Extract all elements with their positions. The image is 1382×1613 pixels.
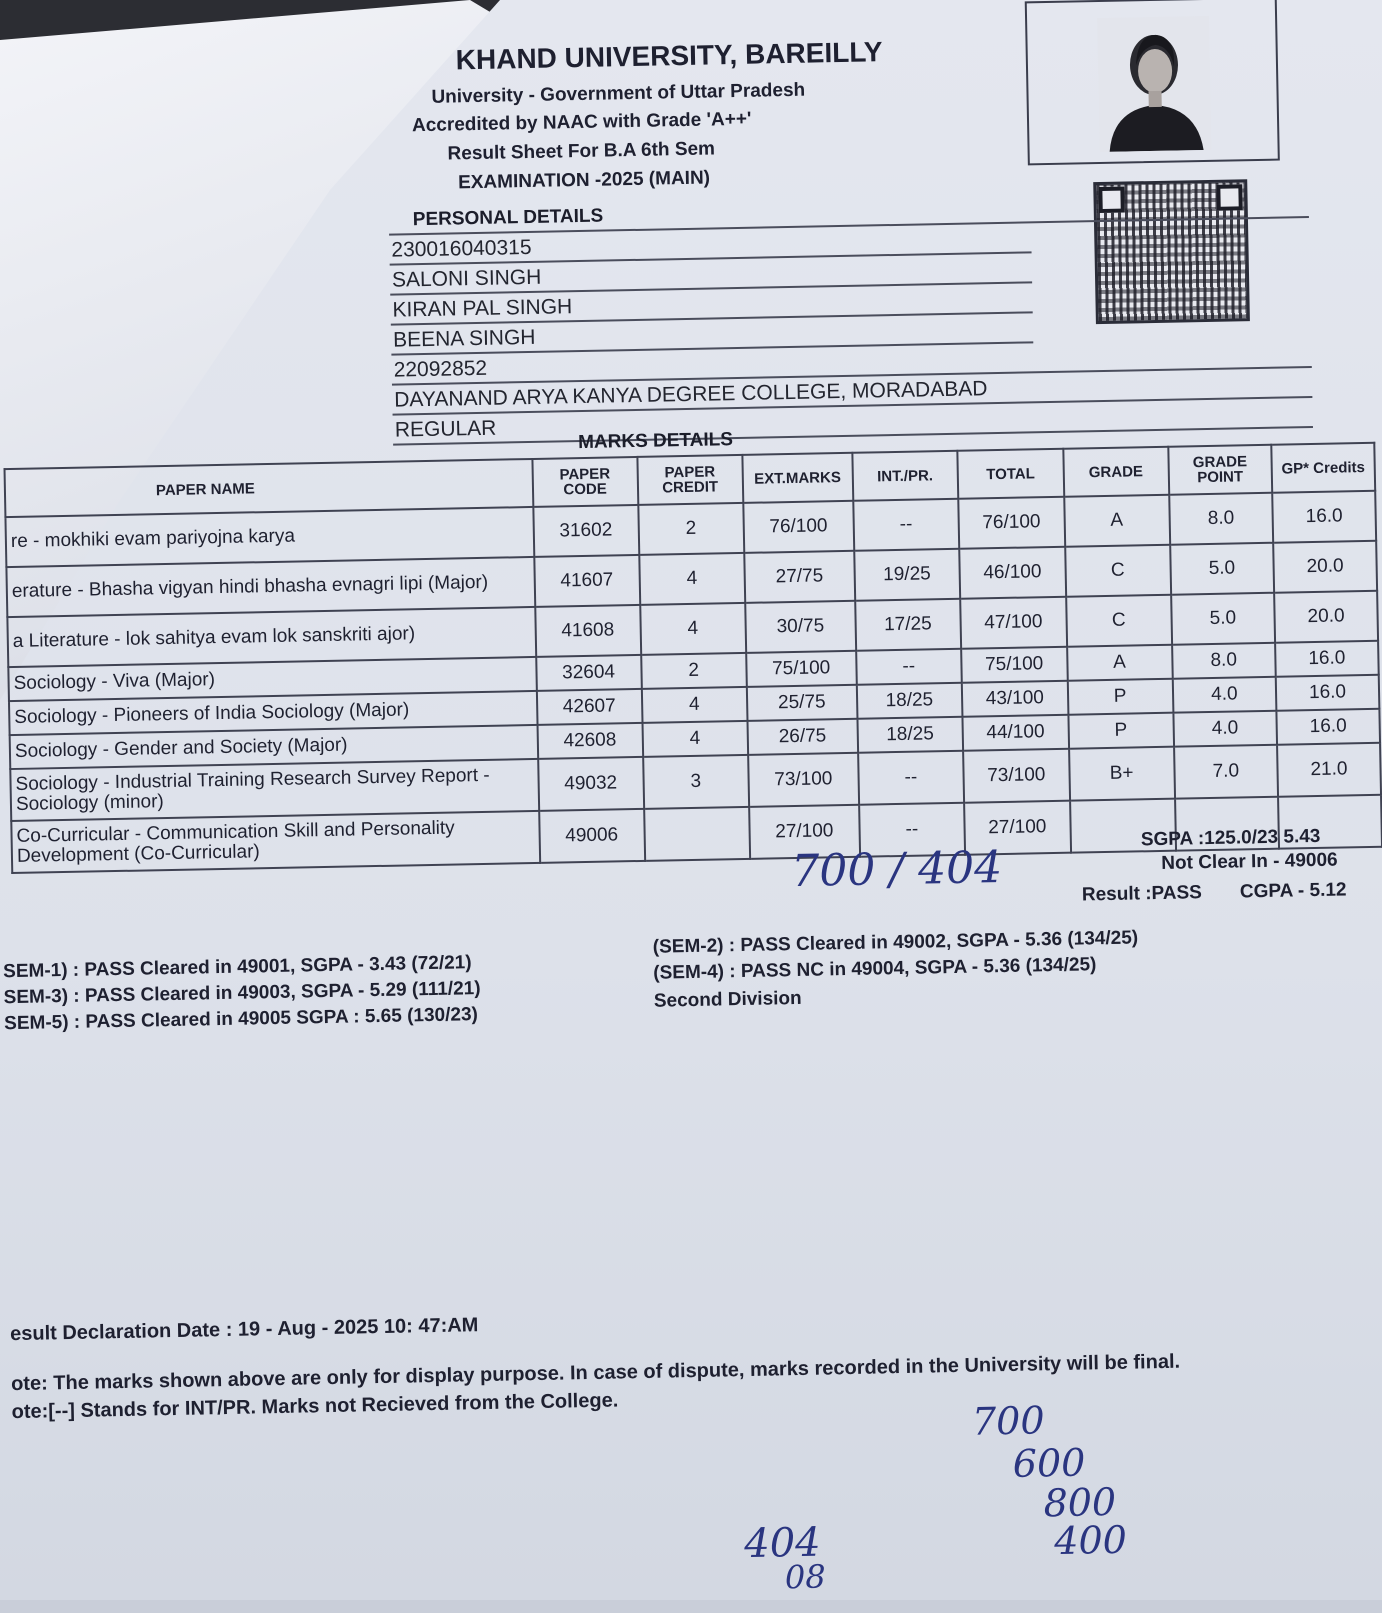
ext-marks: 26/75 xyxy=(747,719,857,755)
handwritten-600: 600 xyxy=(1012,1440,1086,1486)
sem5-summary: SEM-5) : PASS Cleared in 49005 SGPA : 5.65 (130/23) xyxy=(3,1004,479,1035)
int-marks: -- xyxy=(859,803,965,857)
paper-credit xyxy=(644,807,750,861)
gp-credits: 21.0 xyxy=(1277,743,1381,797)
int-marks: 18/25 xyxy=(857,717,963,753)
paper-name: Sociology - Industrial Training Research Survey Report - Sociology (minor) xyxy=(10,759,539,821)
paper-code: 49032 xyxy=(538,757,644,811)
grade: P xyxy=(1067,679,1173,715)
int-pr-note: ote:[--] Stands for INT/PR. Marks not Recieved from the College. xyxy=(11,1389,619,1424)
enrollment-number: 22092852 xyxy=(391,338,1311,386)
gp-credits: 16.0 xyxy=(1272,491,1376,543)
paper-name: Co-Curricular - Communication Skill and Personality Development (Co-Curricular) xyxy=(11,811,540,873)
university-name: KHAND UNIVERSITY, BAREILLY xyxy=(455,36,883,76)
personal-details xyxy=(388,186,1312,446)
col-total: TOTAL xyxy=(957,449,1064,499)
total-marks: 47/100 xyxy=(960,597,1067,649)
handwritten-700: 700 xyxy=(971,1398,1045,1444)
ext-marks: 27/75 xyxy=(744,551,855,603)
col-grade-point: GRADE POINT xyxy=(1168,445,1272,495)
personal-details-title: PERSONAL DETAILS xyxy=(388,186,1308,236)
handwritten-404: 404 xyxy=(743,1519,822,1568)
paper-name: Sociology - Viva (Major) xyxy=(8,657,536,701)
exam-line: EXAMINATION -2025 (MAIN) xyxy=(457,167,711,194)
ext-marks: 30/75 xyxy=(745,601,856,653)
col-paper-code: PAPER CODE xyxy=(532,457,638,507)
total-marks: 43/100 xyxy=(962,681,1068,717)
col-ext-marks: EXT.MARKS xyxy=(742,453,853,503)
college-name: DAYANAND ARYA KANYA DEGREE COLLEGE, MORADABAD xyxy=(392,368,1312,416)
not-clear-in: Not Clear In - 49006 xyxy=(1161,849,1338,874)
paper-code: 32604 xyxy=(536,655,642,691)
student-name: SALONI SINGH xyxy=(390,253,1032,295)
handwritten-08: 08 xyxy=(784,1557,827,1597)
grade-point: 7.0 xyxy=(1174,745,1278,799)
total-marks: 46/100 xyxy=(959,547,1066,599)
paper-name: Sociology - Pioneers of India Sociology (Major) xyxy=(9,691,537,735)
sheet-line: Result Sheet For B.A 6th Sem xyxy=(447,138,716,165)
col-paper-credit: PAPER CREDIT xyxy=(637,455,743,505)
sgpa: SGPA :125.0/23 5.43 xyxy=(1140,825,1321,851)
sem4-summary: (SEM-4) : PASS NC in 49004, SGPA - 5.36 (134/25) xyxy=(653,954,1097,984)
student-status: REGULAR xyxy=(393,398,1313,446)
paper-credit: 3 xyxy=(643,755,749,809)
paper-code: 42608 xyxy=(537,723,643,759)
result-status: Result :PASS xyxy=(1081,882,1203,906)
father-name: KIRAN PAL SINGH xyxy=(390,283,1032,325)
int-marks: -- xyxy=(853,499,959,551)
photo-frame xyxy=(1025,0,1280,165)
grade: A xyxy=(1064,495,1170,547)
grade-point: 4.0 xyxy=(1172,677,1276,713)
ext-marks: 27/100 xyxy=(749,805,860,859)
handwritten-total: 700 / 404 xyxy=(790,842,1003,898)
paper-credit: 4 xyxy=(640,603,746,655)
paper-name: re - mokhiki evam pariyojna karya xyxy=(5,507,533,567)
roll-number: 230016040315 xyxy=(389,223,1031,265)
marks-table xyxy=(4,442,1382,874)
naac-line: Accredited by NAAC with Grade 'A++' xyxy=(411,108,752,137)
gov-line: University - Government of Uttar Pradesh xyxy=(431,79,806,108)
ext-marks: 73/100 xyxy=(748,753,859,807)
total-marks: 44/100 xyxy=(962,715,1068,751)
total-marks: 76/100 xyxy=(958,497,1065,549)
grade: C xyxy=(1065,545,1171,597)
grade: A xyxy=(1067,645,1173,681)
paper-credit: 2 xyxy=(638,503,744,555)
marks-details-title: MARKS DETAILS xyxy=(577,429,734,454)
col-grade: GRADE xyxy=(1063,447,1169,497)
col-int-pr: INT./PR. xyxy=(852,451,958,501)
total-marks: 27/100 xyxy=(964,801,1071,855)
paper-credit: 4 xyxy=(639,553,745,605)
ext-marks: 76/100 xyxy=(743,501,854,553)
paper-credit: 4 xyxy=(641,687,747,723)
ext-marks: 25/75 xyxy=(747,685,857,721)
int-marks: -- xyxy=(856,649,962,685)
total-marks: 73/100 xyxy=(963,749,1070,803)
paper-code: 42607 xyxy=(537,689,643,725)
int-marks: 19/25 xyxy=(854,549,960,601)
paper-code: 41607 xyxy=(534,555,640,607)
total-marks: 75/100 xyxy=(961,647,1067,683)
gp-credits: 20.0 xyxy=(1273,541,1377,593)
gp-credits: 16.0 xyxy=(1276,709,1380,745)
col-gp-credits: GP* Credits xyxy=(1271,443,1375,493)
int-marks: 18/25 xyxy=(856,683,962,719)
grade-point: 8.0 xyxy=(1172,643,1276,679)
ext-marks: 75/100 xyxy=(746,651,856,687)
handwritten-400: 400 xyxy=(1053,1517,1128,1564)
paper-credit: 2 xyxy=(641,653,747,689)
grade: C xyxy=(1066,595,1172,647)
gp-credits: 20.0 xyxy=(1274,591,1378,643)
student-photo xyxy=(1097,16,1212,152)
sem2-summary: (SEM-2) : PASS Cleared in 49002, SGPA - 5.36 (134/25) xyxy=(652,927,1139,958)
declaration-date: esult Declaration Date : 19 - Aug - 2025 10: 47:AM xyxy=(9,1314,479,1346)
gp-credits: 16.0 xyxy=(1276,675,1380,711)
paper-credit: 4 xyxy=(642,721,748,757)
grade-point: 5.0 xyxy=(1170,543,1274,595)
paper-code: 49006 xyxy=(539,809,645,863)
int-marks: 17/25 xyxy=(855,599,961,651)
handwritten-800: 800 xyxy=(1043,1479,1117,1526)
paper-name: a Literature - lok sahitya evam lok sanskriti ajor) xyxy=(7,607,535,667)
grade: P xyxy=(1068,713,1174,749)
paper-code: 41608 xyxy=(535,605,641,657)
grade-point: 4.0 xyxy=(1173,711,1277,747)
paper-code: 31602 xyxy=(533,505,639,557)
sem1-summary: SEM-1) : PASS Cleared in 49001, SGPA - 3.43 (72/21) xyxy=(2,952,472,983)
cgpa: CGPA - 5.12 xyxy=(1239,879,1347,903)
paper-name: Sociology - Gender and Society (Major) xyxy=(10,725,538,769)
gp-credits: 16.0 xyxy=(1275,641,1379,677)
col-paper-name: PAPER NAME xyxy=(5,459,533,517)
grade-point: 8.0 xyxy=(1169,493,1273,545)
sem3-summary: SEM-3) : PASS Cleared in 49003, SGPA - 5.29 (111/21) xyxy=(3,978,481,1009)
int-marks: -- xyxy=(858,751,964,805)
paper-name: erature - Bhasha vigyan hindi bhasha evnagri lipi (Major) xyxy=(6,557,534,617)
display-note: ote: The marks shown above are only for display purpose. In case of dispute, marks recorded in the University will be final. xyxy=(10,1350,1181,1396)
grade-point: 5.0 xyxy=(1171,593,1275,645)
mother-name: BEENA SINGH xyxy=(391,313,1033,355)
grade: B+ xyxy=(1069,747,1175,801)
division: Second Division xyxy=(653,987,802,1012)
